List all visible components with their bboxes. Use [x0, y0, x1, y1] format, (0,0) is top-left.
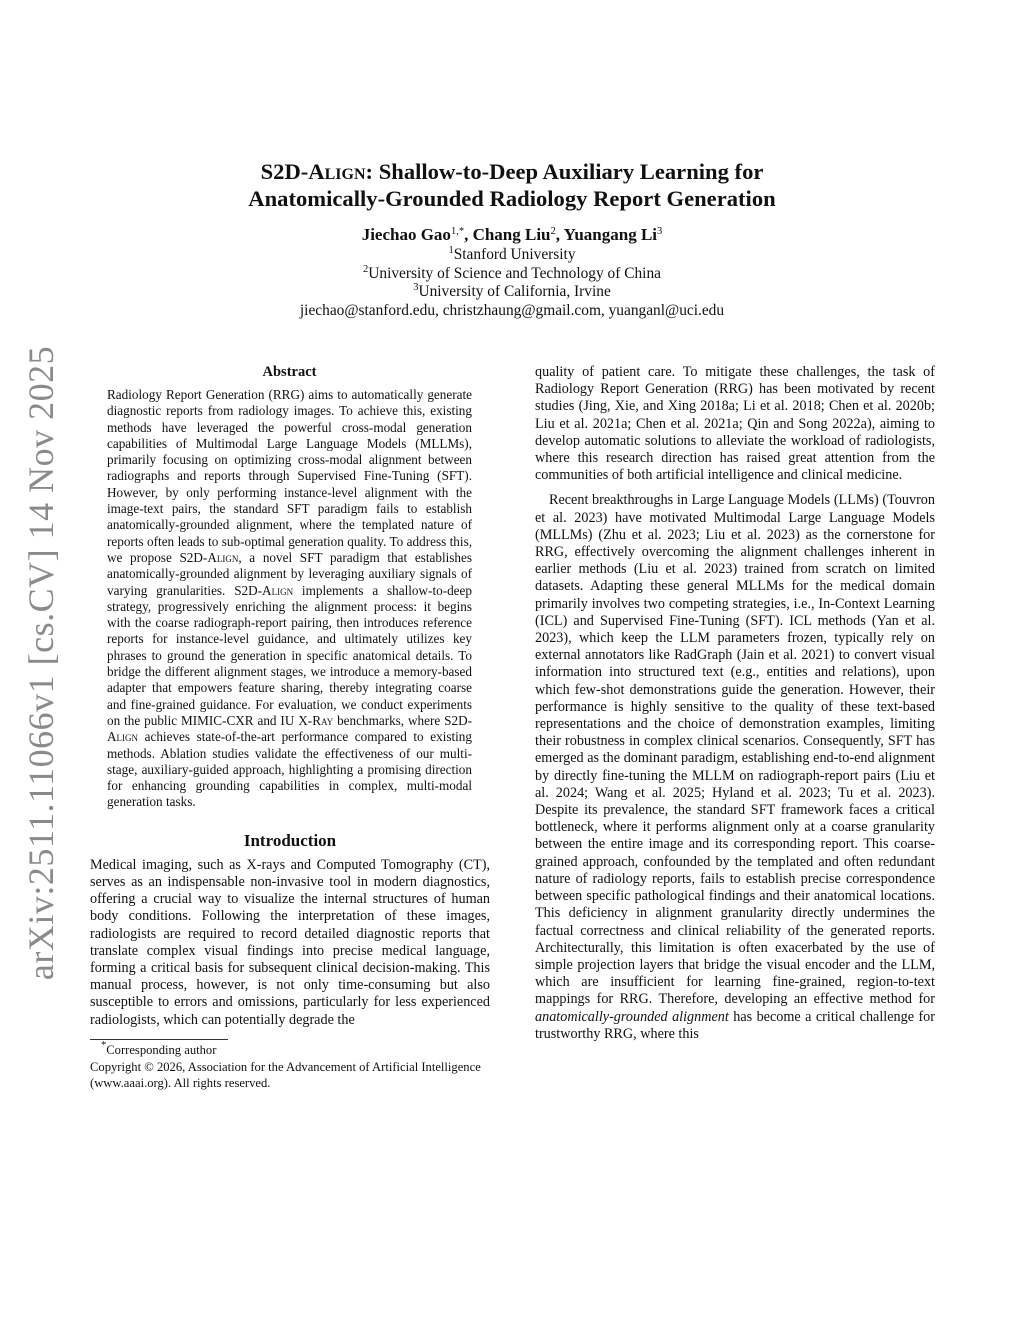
- author-name: Chang Liu: [472, 225, 551, 244]
- title-block: [150, 158, 874, 320]
- intro-paragraph-continued: quality of patient care. To mitigate these challenges, the task of Radiology Report Generation (RRG) has been motivated by recent studies (Jing, Xie, and Xing 2018a; Li et al. 2018; Chen et al. 2020b; Liu et al. 2021a; Chen et al. 2021a; Qin and Song 2022a), aiming to develop automatic solutions to alleviate the workload of radiologists, where this research direction has raised great attention from the communities of both artificial intelligence and clinical medicine.: [535, 364, 935, 484]
- author-emails: jiechao@stanford.edu, christzhaung@gmail.com, yuanganl@uci.edu: [299, 301, 725, 319]
- right-column: [535, 364, 935, 1043]
- affiliation: $^3$University of California, Irvine: [413, 282, 611, 300]
- abstract-text: Radiology Report Generation (RRG) aims to automatically generate diagnostic reports from radiology images. To achieve this, existing methods have leveraged the powerful cross-modal generation capabilities of Multimodal Large Language Models (MLLMs), primarily focusing on optimizing cross-modal alignment between radiographs and reports through Supervised Fine-Tuning (SFT). However, by only performing instance-level alignment with the image-text pairs, the standard SFT paradigm fails to establish anatomically-grounded alignment, where the templated nature of reports often leads to sub-optimal generation quality. To address this, we propose S2D-Align, a novel SFT paradigm that establishes anatomically-grounded alignment by leveraging auxiliary signals of varying granularities. S2D-Align implements a shallow-to-deep strategy, progressively enriching the alignment process: it begins with the coarse radiograph-report pairing, then introduces reference reports for instance-level guidance, and ultimately utilizes key phrases to ground the generation in specific anatomical details. To bridge the different alignment stages, we introduce a memory-based adapter that empowers feature sharing, thereby integrating coarse and fine-grained guidance. For evaluation, we conduct experiments on the public MIMIC-CXR and IU X-Ray benchmarks, where S2D-Align achieves state-of-the-art performance compared to existing methods. Ablation studies validate the effectiveness of our multi-stage, auxiliary-guided approach, highlighting a promising direction for enhancing grounding capabilities in complex, multi-modal generation tasks.: [107, 387, 472, 810]
- footnote-divider: [90, 1039, 228, 1040]
- abstract-section: [90, 364, 490, 811]
- affiliation: $^1$Stanford University: [448, 245, 576, 263]
- intro-paragraph: Medical imaging, such as X-rays and Computed Tomography (CT), serves as an indispensable non-invasive tool in modern diagnostics, offering a crucial way to visualize the internal structures of human body conditions. Following the interpretation of these images, radiologists are required to record detailed diagnostic reports that translate complex visual findings into precise medical language, forming a critical basis for subsequent clinical decision-making. This manual process, however, is not only time-consuming but also susceptible to errors and omissions, particularly for less experienced radiologists, which can potentially degrade the: [90, 856, 490, 1028]
- intro-paragraph: Recent breakthroughs in Large Language Models (LLMs) (Touvron et al. 2023) have motivated Multimodal Large Language Models (MLLMs) (Zhu et al. 2023; Liu et al. 2023) as the cornerstone for RRG, effectively overcoming the alignment challenges inherent in earlier methods (Liu et al. 2023) trained from scratch on limited datasets. Adapting these general MLLMs for the medical domain primarily involves two competing strategies, i.e., In-Context Learning (ICL) and Supervised Fine-Tuning (SFT). ICL methods (Yan et al. 2023), which keep the LLM parameters frozen, typically rely on external annotators like RadGraph (Jain et al. 2021) to convert visual information into structured text (e.g., entities and relations), upon which few-shot demonstrations guide the generation. However, their performance is highly sensitive to the quality of these text-based representations and the choice of demonstration examples, limiting their robustness in complex clinical scenarios. Consequently, SFT has emerged as the dominant paradigm, establishing end-to-end alignment by directly fine-tuning the MLLM on radiograph-report pairs (Liu et al. 2024; Wang et al. 2025; Hyland et al. 2023; Tu et al. 2023). Despite its prevalence, the standard SFT framework faces a critical bottleneck, where it performs alignment only at a coarse granularity between the entire image and its corresponding report. This coarse-grained approach, confounded by the templated and often redundant nature of radiology reports, fails to establish precise correspondence between specific pathological findings and their anatomical locations. This deficiency in alignment granularity directly undermines the factual correctness and clinical reliability of the generated reports. Architecturally, this limitation is often exacerbated by the use of simple projection layers that bridge the visual encoder and the LLM, which are insufficient for learning fine-grained, region-to-text mappings for RRG. Therefore, developing an effective method for anatomically-grounded alignment has become a critical challenge for trustworthy RRG, where this: [535, 492, 935, 1042]
- author-name: Yuangang Li: [563, 225, 658, 244]
- arxiv-identifier-text: arXiv:2511.11066v1 [cs.CV] 14 Nov 2025: [21, 345, 61, 981]
- arxiv-identifier-stamp: [6, 345, 76, 981]
- introduction-heading: Introduction: [243, 830, 337, 850]
- author-list: Jiechao Gao$^{1,*}$, Chang Liu$^2$, Yuangang Li$^3$: [361, 225, 663, 244]
- affiliation: $^2$University of Science and Technology of China: [363, 263, 661, 282]
- copyright-notice: Copyright © 2026, Association for the Advancement of Artificial Intelligence (www.aaai.org). All rights reserved.: [90, 1060, 481, 1090]
- paper-title: S2D-Align: Shallow-to-Deep Auxiliary Learning for Anatomically-Grounded Radiology Report Generation: [248, 159, 776, 211]
- author-name: Jiechao Gao: [361, 225, 451, 244]
- corresponding-author-footnote: *Corresponding author: [101, 1039, 217, 1057]
- left-column: [90, 364, 490, 1091]
- abstract-heading: Abstract: [262, 364, 317, 380]
